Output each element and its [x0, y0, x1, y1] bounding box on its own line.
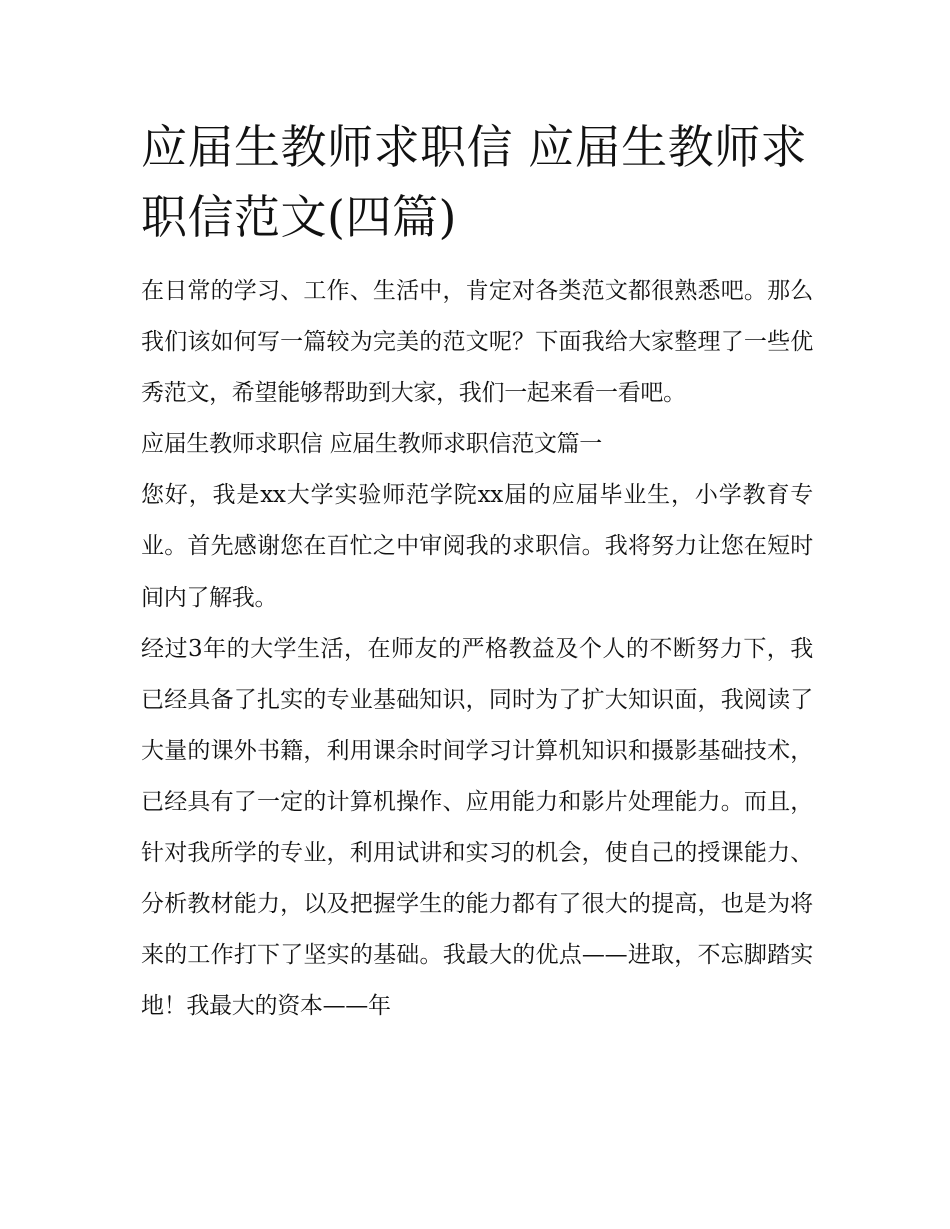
- section-heading: 应届生教师求职信 应届生教师求职信范文篇一: [141, 431, 603, 458]
- experience-paragraph: 经过3年的大学生活，在师友的严格教益及个人的不断努力下，我已经具备了扎实的专业基础知识，同时为了扩大知识面，我阅读了大量的课外书籍，利用课余时间学习计算机知识和摄影基础技术，已经具有了一定的计算机操作、应用能力和影片处理能力。而且，针对我所学的专业，利用试讲和实习的机会，使自己的授课能力、分析教材能力，以及把握学生的能力都有了很大的提高，也是为将来的工作打下了坚实的基础。我最大的优点——进取，不忘脚踏实地！我最大的资本——年: [141, 635, 813, 1020]
- document-title: 应届生教师求职信 应届生教师求职信范文(四篇): [141, 120, 808, 244]
- document-content: [141, 112, 813, 1032]
- document-body: [141, 266, 813, 1032]
- greeting-paragraph: 您好，我是xx大学实验师范学院xx届的应届毕业生，小学教育专业。首先感谢您在百忙之中审阅我的求职信。我将努力让您在短时间内了解我。: [141, 482, 813, 611]
- intro-paragraph: 在日常的学习、工作、生活中，肯定对各类范文都很熟悉吧。那么我们该如何写一篇较为完美的范文呢？下面我给大家整理了一些优秀范文，希望能够帮助到大家，我们一起来看一看吧。: [141, 278, 813, 407]
